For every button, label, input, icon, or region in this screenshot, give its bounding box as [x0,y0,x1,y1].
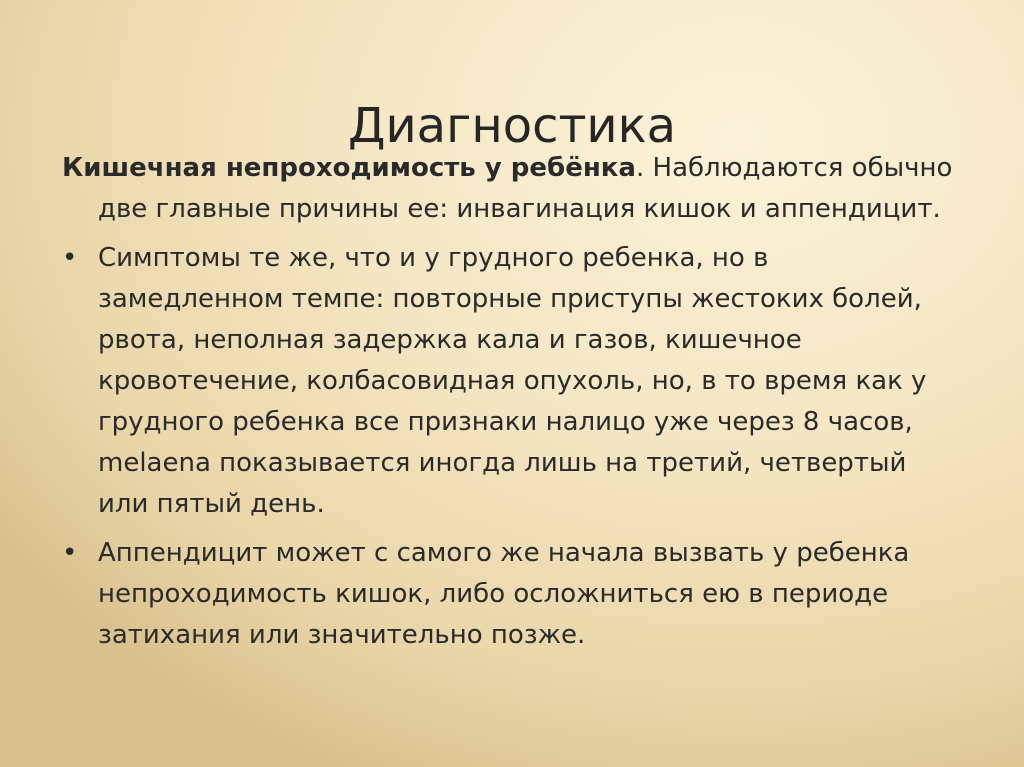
bullet-marker: • [62,538,78,568]
bullet-text: Аппендицит может с самого же начала вызвать у ребенка непроходимость кишок, либо осложниться ею в периоде затихания или значительно позже. [98,538,910,650]
bullet-marker: • [62,243,78,273]
bullet-item-symptoms [62,238,962,525]
lead-bold-text: Кишечная непроходимость у ребёнка [62,153,636,183]
lead-paragraph [62,148,962,230]
bullet-text: Симптомы те же, что и у грудного ребенка, но в замедленном темпе: повторные приступы жестоких болей, рвота, неполная задержка кала и газов, кишечное кровотечение, колбасовидная опухоль, но, в то время как у грудного ребенка все признаки налицо уже через 8 часов, melaena показывается иногда лишь на третий, четвертый или пятый день. [98,243,927,519]
slide-title: Диагностика [347,98,677,155]
lead-text: . Наблюдаются обычно две главные причины ее: инвагинация кишок и аппендицит. [98,153,953,224]
bullet-item-appendicitis [62,533,962,656]
slide-body [62,148,962,664]
